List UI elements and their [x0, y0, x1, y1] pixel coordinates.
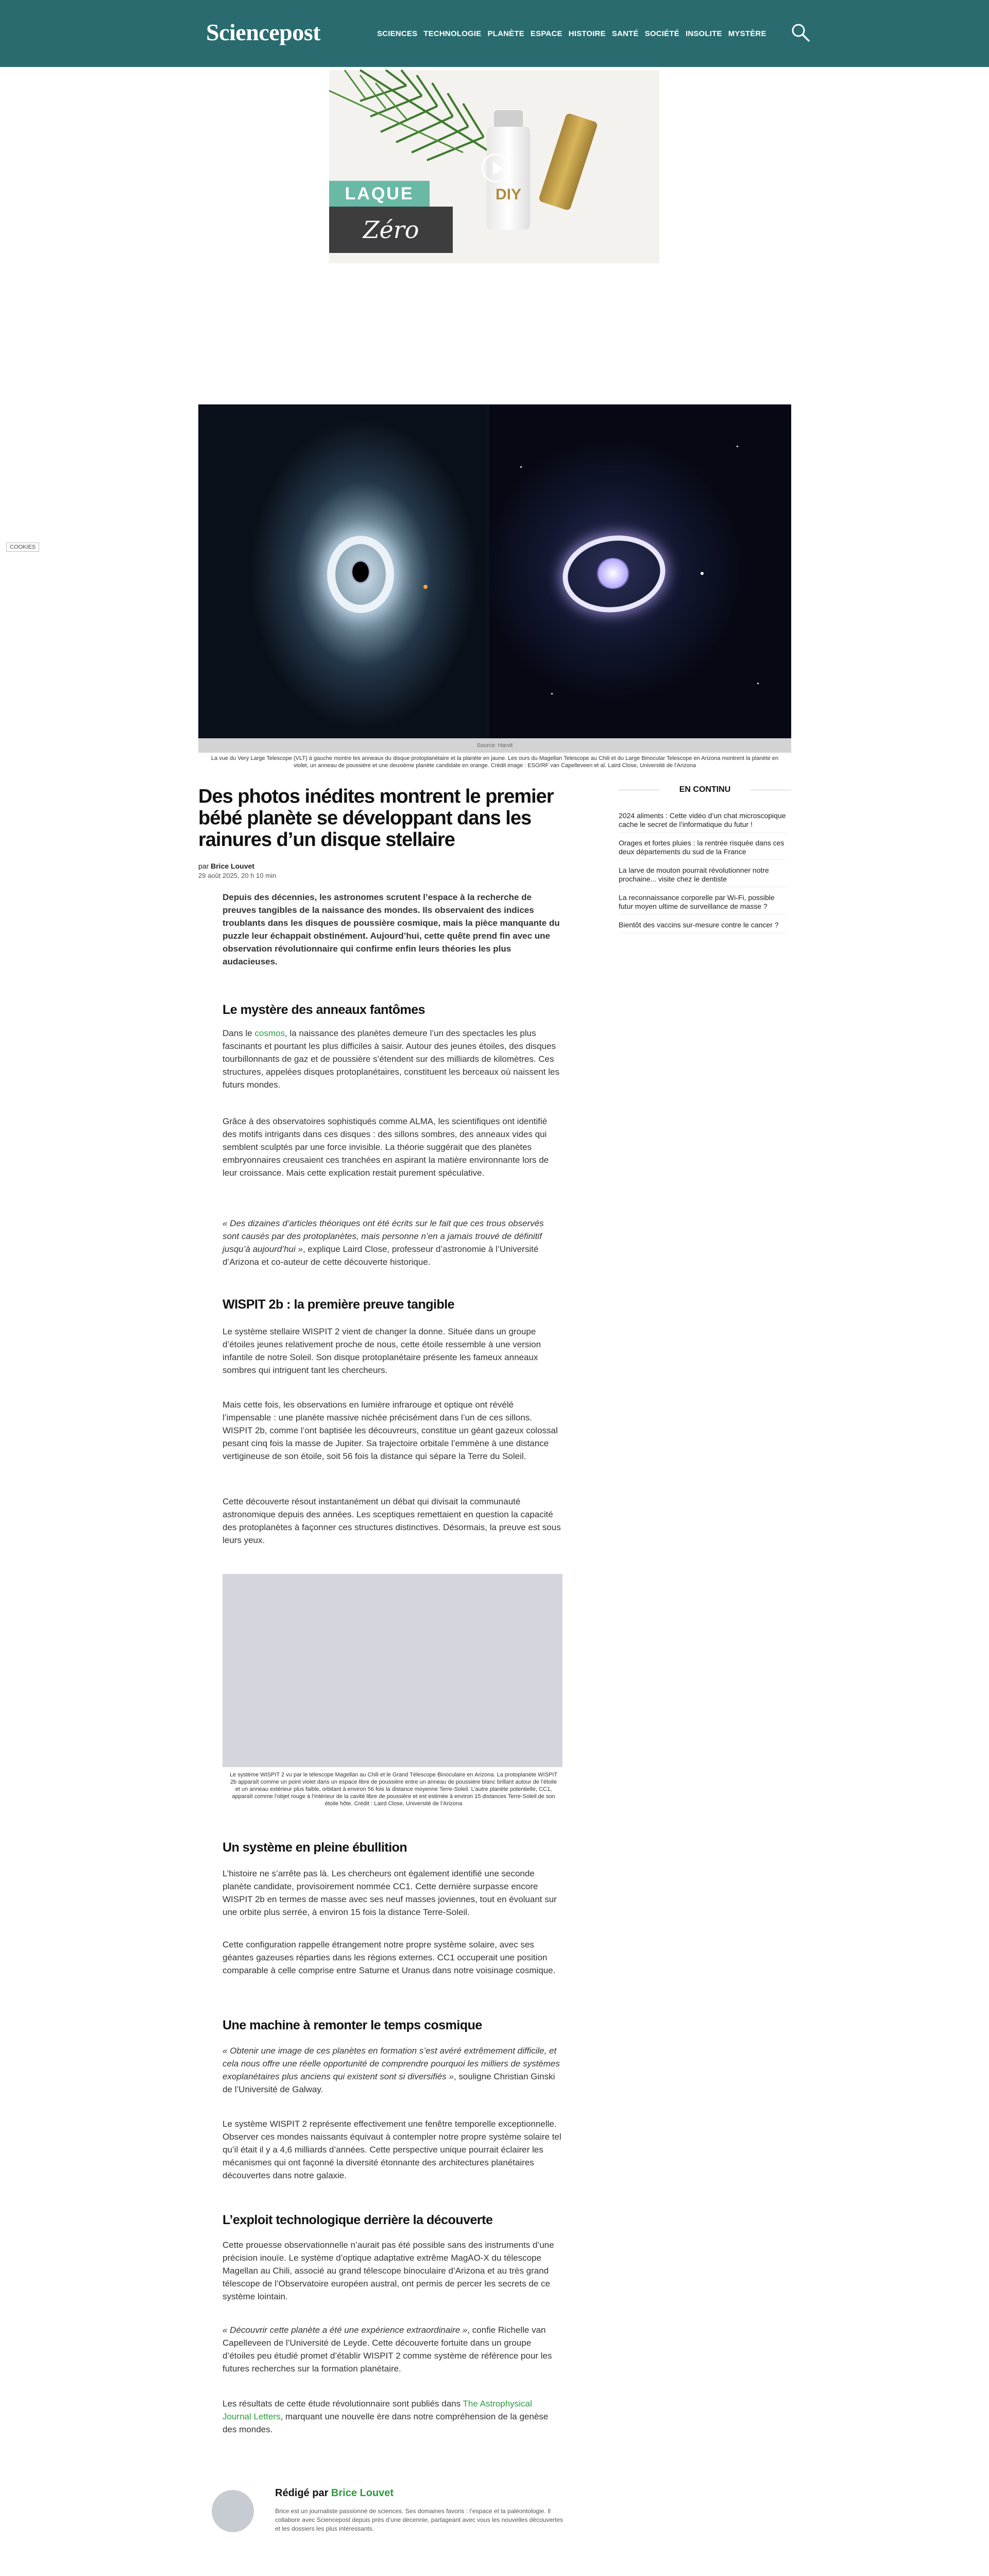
figure-image-placeholder [223, 1574, 562, 1767]
background-star [737, 446, 738, 447]
section-title: Un système en pleine ébullition [223, 1840, 407, 1855]
author-bio: Brice est un journaliste passionné de sciences. Ses domaines favoris : l’espace et la paléontologie. Il collabore avec Sciencepost depuis près d’une décennie, partageant avec vous les nouvelles découvertes et les dossiers les plus intéressants. [275, 2507, 564, 2532]
nav-histoire[interactable]: HISTOIRE [568, 29, 606, 38]
text: , marquant une nouvelle ère dans notre compréhension de la genèse des mondes. [223, 2412, 549, 2434]
sidebar-title: EN CONTINU [619, 785, 791, 794]
play-icon[interactable] [482, 154, 510, 182]
paragraph: Grâce à des observatoires sophistiqués comme ALMA, les scientifiques ont identifié des motifs intrigants dans ces disques : des sillons sombres, des anneaux vides qui semblent sculptés par une force invisible. La théorie suggérait que des planètes embryonnaires creusaient ces tranchées en aspirant la matière environnante lors de leur croissance. Mais cette explication restait purement spéculative. [223, 1116, 549, 1178]
planet-dot-left [423, 585, 428, 589]
byline [198, 862, 254, 870]
bottle-label: DIY [495, 186, 521, 203]
quote-text: « Découvrir cette planète a été une expérience extraordinaire » [223, 2325, 468, 2335]
link-journal[interactable]: The Astrophysical Journal Letters [223, 2399, 532, 2421]
quote-text: « Obtenir une image de ces planètes en formation s’est avéré extrêmement difficile, et cela nous offre une réelle opportunité de comprendre pourquoi les milliers de systèmes exoplanétaires plus anciens qui existent sont si diversifiés » [223, 2046, 560, 2081]
cookies-tab[interactable]: COOKIES [6, 543, 39, 552]
background-star [551, 693, 553, 694]
byline-prefix: par [198, 862, 209, 870]
sidebar-list [619, 811, 786, 939]
text: Dans le [223, 1028, 255, 1038]
quote [223, 1217, 562, 1268]
paragraph: Le système stellaire WISPIT 2 vient de changer la donne. Située dans un groupe d’étoiles jeunes relativement proche de nous, cette étoile ressemble à une version infantile de notre Soleil. Son disque protoplanétaire présente les fameux anneaux sombres qui intriguent tant les chercheurs. [223, 1327, 541, 1375]
planet-dot [701, 572, 704, 575]
author-prefix: Rédigé par [275, 2487, 329, 2499]
paragraph: Le système WISPIT 2 représente effectivement une fenêtre temporelle exceptionnelle. Observer ces mondes naissants équivaut à contempler notre propre système solaire tel qu’il était il y a 4,6 milliards d’années. Cette perspective unique pourrait éclairer les mécanismes qui ont façonné la diversité étonnante des architectures planétaires découvertes dans notre galaxie. [223, 2119, 561, 2180]
paragraph: Mais cette fois, les observations en lumière infrarouge et optique ont révélé l’impensable : une planète massive nichée précisément dans l’un de ces sillons. WISPIT 2b, comme l’ont baptisée les découvreurs, constitue un géant gazeux colossal pesant cinq fois la masse de Jupiter. Sa trajectoire orbitale l’emmène à une distance vertigineuse de son étoile, soit 56 fois la distance qui sépare la Terre du Soleil. [223, 1400, 558, 1461]
nav-sciences[interactable]: SCIENCES [377, 29, 418, 38]
hero-caption: La vue du Very Large Telescope (VLT) à gauche montre les anneaux du disque protoplanétaire et la planète en jaune. Les ours du Magellan Telescope au Chili et du Large Binocular Telescope en Arizona montrent la planète en violet, un anneau de poussière et une deuxième planète candidate en orange. Crédit image : ESO/RF van Capelleveen et al. Laird Close, Université de l'Arizona [211, 755, 779, 769]
text: , la naissance des planètes demeure l’un des spectacles les plus fascinants et pourtant les plus difficiles à saisir. Autour des jeunes étoiles, des disques tourbillonnants de gaz et de poussière s’étendent sur des milliards de kilomètres. Ces structures, appelées disques protoplanétaires, constituent les berceaux où naissent les futurs mondes. [223, 1028, 559, 1090]
paragraph [223, 1027, 562, 1091]
paragraph: Cette configuration rappelle étrangement notre propre système solaire, avec ses géantes gazeuses réparties dans les régions externes. CC1 occuperait une position comparable à celle comprise entre Saturne et Uranus dans notre voisinage cosmique. [223, 1940, 556, 1975]
ad-label-top: LAQUE [329, 181, 430, 207]
paragraph: Cette prouesse observationnelle n’aurait pas été possible sans des instruments d’une précision inouïe. Le système d’optique adaptative extrême MagAO-X du télescope Magellan au Chili, associé au grand télescope binoculaire d’Arizona et au très grand télescope de l’Observatoire européen austral, ont permis de percer les secrets de ce système lointain. [223, 2240, 554, 2301]
advertisement[interactable] [329, 70, 659, 290]
nav-technologie[interactable]: TECHNOLOGIE [423, 29, 482, 38]
ad-label-bottom: Zéro déchet [329, 207, 453, 253]
nav-espace[interactable]: ESPACE [530, 29, 562, 38]
sidebar-item[interactable]: Orages et fortes pluies : la rentrée risquée dans ces deux départements du sud de la France [619, 839, 786, 860]
nav-societe[interactable]: SOCIÉTÉ [644, 29, 679, 38]
hero-credit: Source: Harvit [198, 738, 791, 753]
author-link[interactable]: Brice Louvet [331, 2487, 394, 2499]
sidebar-item[interactable]: Bientôt des vaccins sur-mesure contre le cancer ? [619, 921, 786, 933]
figure-caption: Le système WISPIT 2 vu par le télescope Magellan au Chili et le Grand Télescope Binoculaire en Arizona. La protoplanète WISPIT 2b apparaît comme un point violet dans un espace libre de poussière entre un anneau de poussière blanc brillant autour de l’étoile et un anneau extérieur plus faible, orbitant à environ 56 fois la distance moyenne Terre-Soleil. L’autre planète potentielle, CC1, apparaît comme l’objet rouge à l’intérieur de la cavité libre de poussière et est estimée à environ 15 distances Terre-Soleil de son étoile hôte. Crédit : Laird Close, Université de l’Arizona [229, 1772, 558, 1807]
section-title: WISPIT 2b : la première preuve tangible [223, 1297, 455, 1312]
sidebar-item[interactable]: 2024 aliments : Cette vidéo d’un chat microscopique cache le secret de l’informatique du futur ! [619, 811, 786, 833]
nav-sante[interactable]: SANTÉ [611, 29, 639, 38]
quote-attribution: , souligne Christian Ginski de l’Université de Galway. [223, 2072, 555, 2094]
quote-attribution: , explique Laird Close, professeur d’astronomie à l’Université d’Arizona et co-auteur de cette découverte historique. [223, 1244, 539, 1267]
paragraph: L’histoire ne s’arrête pas là. Les chercheurs ont également identifié une seconde planète candidate, provisoirement nommée CC1. Cette dernière surpasse encore WISPIT 2b en termes de masse avec ses neuf masses joviennes, tout en évoluant sur une orbite plus serrée, à environ 15 fois la distance Terre-Soleil. [223, 1869, 557, 1917]
background-star [520, 466, 522, 468]
paragraph: Cette découverte résout instantanément un débat qui divisait la communauté astronomique depuis des années. Les sceptiques remettaient en question la capacité des protoplanètes à façonner ces structures distinctives. Désormais, la preuve est sous leurs yeux. [223, 1497, 561, 1545]
nav-mystere[interactable]: MYSTÈRE [728, 29, 766, 38]
star-core-right [595, 558, 631, 589]
main-nav [377, 29, 766, 38]
section-title: Le mystère des anneaux fantômes [223, 1003, 425, 1017]
link-cosmos[interactable]: cosmos [254, 1028, 285, 1038]
hero-right-panel [489, 404, 791, 738]
hero-image [198, 404, 791, 738]
text: Les résultats de cette étude révolutionnaire sont publiés dans [223, 2399, 463, 2409]
quote-text: « Des dizaines d’articles théoriques ont été écrits sur le fait que ces trous observés sont causés par des protoplanètes, mais personne n’en a jamais trouvé de définitif jusqu’à aujourd’hui » [223, 1218, 544, 1254]
site-header [0, 0, 989, 67]
section-title: L’exploit technologique derrière la découverte [223, 2213, 493, 2227]
quote [223, 2044, 562, 2096]
paragraph [223, 2397, 562, 2436]
sidebar-item[interactable]: La larve de mouton pourrait révolutionner notre prochaine... visite chez le dentiste [619, 866, 786, 887]
background-star [757, 683, 759, 684]
article-title: Des photos inédites montrent le premier bébé planète se développant dans les rainures d’un disque stellaire [198, 786, 554, 851]
author-name [275, 2487, 394, 2499]
byline-author[interactable]: Brice Louvet [211, 862, 254, 870]
publish-date: 29 août 2025, 20 h 10 min [198, 872, 277, 879]
sidebar-item[interactable]: La reconnaissance corporelle par Wi-Fi, possible futur moyen ultime de surveillance de masse ? [619, 893, 786, 914]
section-title: Une machine à remonter le temps cosmique [223, 2018, 482, 2032]
search-icon[interactable] [791, 23, 810, 42]
quote [223, 2324, 562, 2375]
avatar[interactable] [212, 2490, 254, 2532]
star-core-left [351, 560, 370, 584]
site-logo[interactable]: Sciencepost [206, 19, 320, 45]
nav-planete[interactable]: PLANÈTE [487, 29, 524, 38]
article-lead: Depuis des décennies, les astronomes scrutent l’espace à la recherche de preuves tangibles de la naissance des mondes. Ils observaient des indices troublants dans les disques de poussière cosmique, mais la pièce manquante du puzzle leur échappait obstinément. Aujourd’hui, cette quête prend fin avec une observation révolutionnaire qui confirme enfin leurs théories les plus audacieuses. [223, 892, 560, 967]
quote-attribution: , confie Richelle van Capelleveen de l’Université de Leyde. Cette découverte fortuite dans un groupe d’étoiles peu étudié promet d’établir WISPIT 2 comme système de référence pour les futures recherches sur la formation planétaire. [223, 2325, 552, 2374]
nav-insolite[interactable]: INSOLITE [685, 29, 722, 38]
